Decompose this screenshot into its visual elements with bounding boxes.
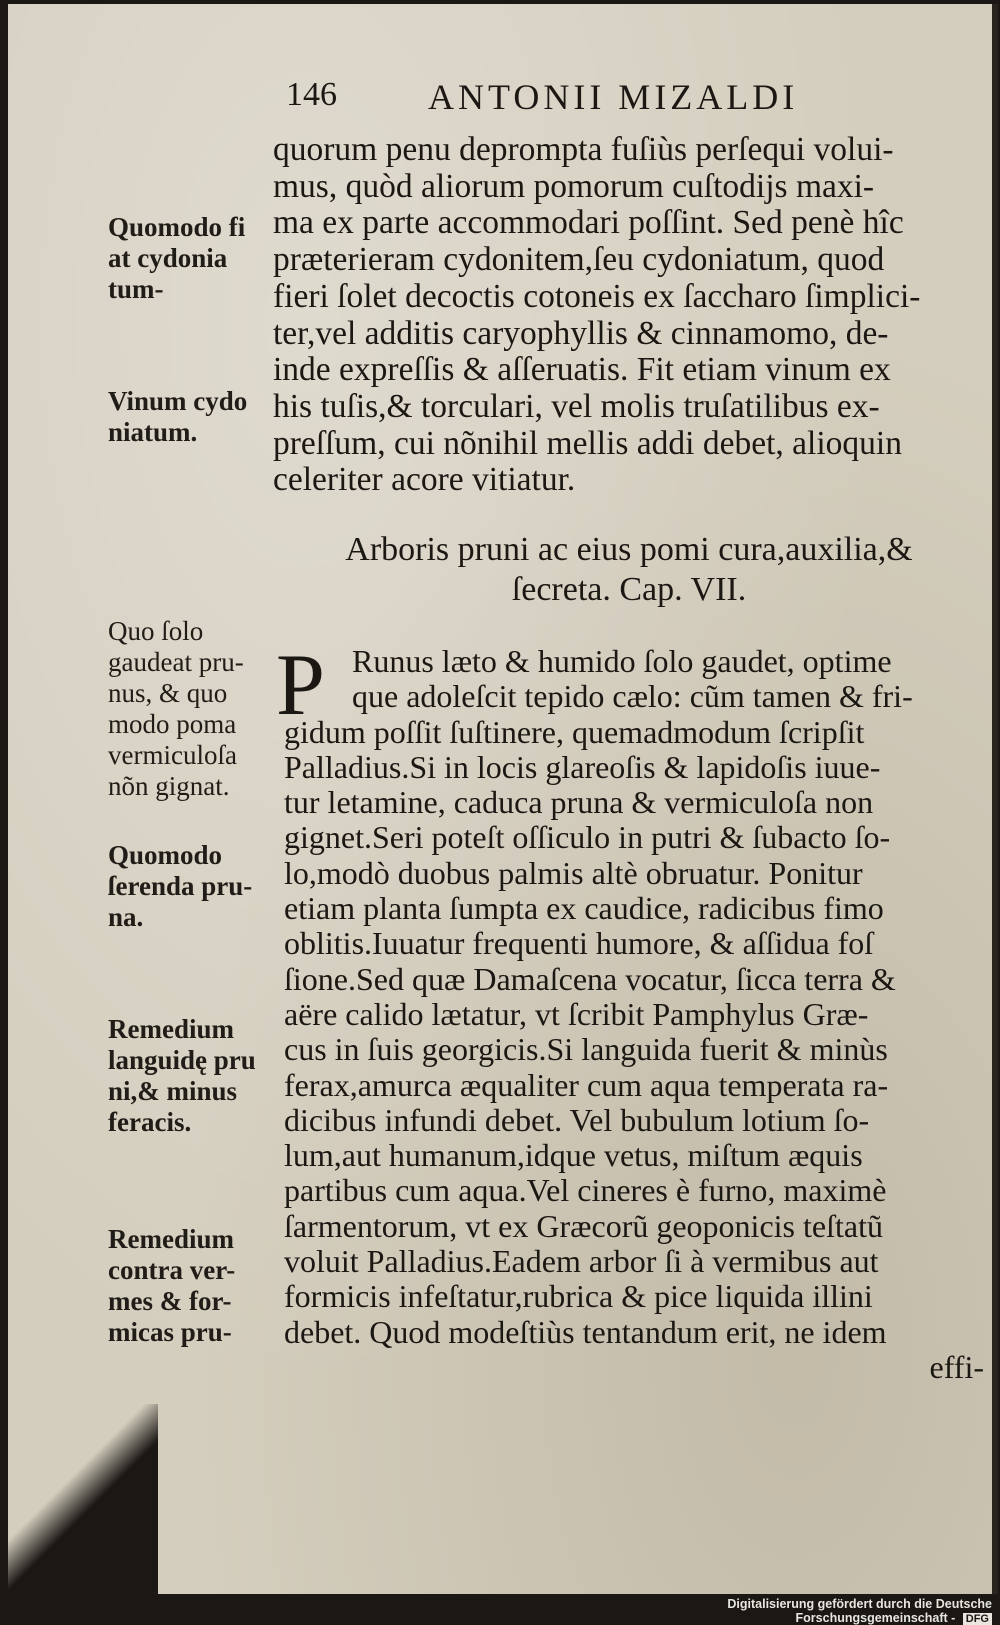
margin-note-line: contra ver-: [108, 1255, 236, 1285]
text-line: inde expreſſis & aſſeruatis. Fit etiam vinum ex: [273, 352, 891, 389]
chapter-title-line: ſecreta. Cap. VII.: [511, 571, 747, 608]
text-line: Palladius.Si in locis glareoſis & lapidoſis iuue-: [284, 749, 881, 785]
text-line: etiam planta ſumpta ex caudice, radicibus fimo: [284, 891, 884, 927]
margin-note-line: Quomodo fi: [108, 212, 246, 242]
text-line: ma ex parte accommodari poſſint. Sed penè hîc: [273, 205, 904, 242]
margin-note-line: nõn gignat.: [108, 771, 230, 801]
text-line: Runus læto & humido ſolo gaudet, optime: [352, 644, 892, 679]
chapter-title-line: Arboris pruni ac eius pomi cura,auxilia,&: [345, 531, 913, 568]
margin-note-line: niatum.: [108, 417, 198, 447]
running-title: ANTONII MIZALDI: [428, 77, 799, 117]
text-line: fieri ſolet decoctis cotoneis ex ſaccharo ſimplici-: [273, 278, 921, 315]
text-line: voluit Palladius.Eadem arbor ſi à vermibus aut: [284, 1244, 879, 1280]
drop-capital: P: [276, 637, 325, 734]
credit-text: Digitalisierung gefördert durch die Deutsche Forschungsgemeinschaft -: [727, 1597, 992, 1625]
margin-note-line: tum-: [108, 274, 164, 304]
text-line: oblitis.Iuuatur frequenti humore, & aſſidua foſ: [284, 926, 874, 962]
margin-note-line: modo poma: [108, 709, 237, 739]
margin-note-line: Vinum cydo: [108, 386, 248, 416]
margin-note-remedium-languidae: [108, 1014, 256, 1138]
margin-note-line: languidę pru: [108, 1045, 256, 1075]
margin-note-vinum: [108, 386, 247, 448]
margin-note-line: mes & for-: [108, 1286, 232, 1316]
margin-note-line: ſerenda pru-: [108, 871, 253, 901]
margin-note-line: micas pru-: [108, 1317, 232, 1347]
text-line: que adoleſcit tepido cælo: cũm tamen & fri-: [352, 679, 913, 715]
digitization-credit: [600, 1597, 992, 1625]
margin-note-line: ni,& minus: [108, 1076, 238, 1106]
margin-note-line: gaudeat pru-: [108, 647, 244, 677]
margin-note-line: na.: [108, 902, 144, 932]
text-line: lo,modò duobus palmis altè obruatur. Ponitur: [284, 855, 863, 891]
text-line: quorum penu deprompta fuſiùs perſequi volui-: [273, 132, 894, 168]
text-line: tur letamine, caduca pruna & vermiculoſa non: [284, 785, 874, 821]
page-header: [8, 76, 992, 120]
margin-note-remedium-vermes: [108, 1224, 235, 1348]
margin-note-line: Remedium: [108, 1014, 234, 1044]
page-number: 146: [286, 76, 337, 113]
book-page: [8, 4, 998, 1594]
margin-note-line: feracis.: [108, 1107, 192, 1137]
text-line: preſſum, cui nõnihil mellis addi debet, alioquin: [273, 425, 902, 462]
text-line: aëre calido lætatur, vt ſcribit Pamphylus Græ-: [284, 996, 869, 1032]
text-line: ferax,amurca æqualiter cum aqua temperata ra-: [284, 1067, 889, 1103]
text-line: cus in ſuis georgicis.Si languida fuerit & minùs: [284, 1032, 888, 1068]
margin-note-line: nus, & quo: [108, 678, 228, 708]
margin-note-line: Quo ſolo: [108, 616, 204, 646]
catchword: effi-: [929, 1349, 984, 1385]
page-damage-corner: [8, 1404, 158, 1594]
margin-note-line: Remedium: [108, 1224, 234, 1254]
chapter-heading: [273, 530, 985, 610]
margin-note-line: at cydonia: [108, 243, 228, 273]
text-line: ſione.Sed quæ Damaſcena vocatur, ſicca terra &: [284, 961, 896, 997]
text-line: ter,vel additis caryophyllis & cinnamomo, de-: [273, 315, 889, 352]
text-line: præterieram cydonitem,ſeu cydoniatum, quod: [273, 242, 885, 279]
text-line: gignet.Seri poteſt oſſiculo in putri & ſubacto ſo-: [284, 820, 891, 856]
margin-note-solo: [108, 616, 244, 802]
body-text-part2: [284, 644, 984, 1385]
margin-note-line: vermiculoſa: [108, 740, 237, 770]
text-line: lum,aut humanum,idque vetus, miſtum æquis: [284, 1138, 863, 1174]
body-text-part1: [273, 132, 985, 499]
text-line: dicibus infundi debet. Vel bubulum lotium ſo-: [284, 1102, 870, 1138]
margin-note-cydoniatum: [108, 212, 245, 305]
text-line: formicis infeſtatur,rubrica & pice liquida illini: [284, 1279, 873, 1315]
text-line: gidum poſſit ſuſtinere, quemadmodum ſcripſit: [284, 714, 865, 750]
text-line: debet. Quod modeſtiùs tentandum erit, ne idem: [284, 1314, 887, 1350]
margin-note-line: Quomodo: [108, 840, 223, 870]
text-line: ſarmentorum, vt ex Græcorũ geoponicis teſtatũ: [284, 1208, 883, 1244]
dfg-logo: DFG: [963, 1613, 992, 1625]
text-line: partibus cum aqua.Vel cineres è furno, maximè: [284, 1173, 887, 1209]
text-line: mus, quòd aliorum pomorum cuſtodijs maxi-: [273, 168, 875, 205]
margin-note-serenda: [108, 840, 252, 933]
text-line: his tuſis,& torculari, vel molis truſatilibus ex-: [273, 388, 880, 425]
text-line: celeriter acore vitiatur.: [273, 462, 576, 499]
